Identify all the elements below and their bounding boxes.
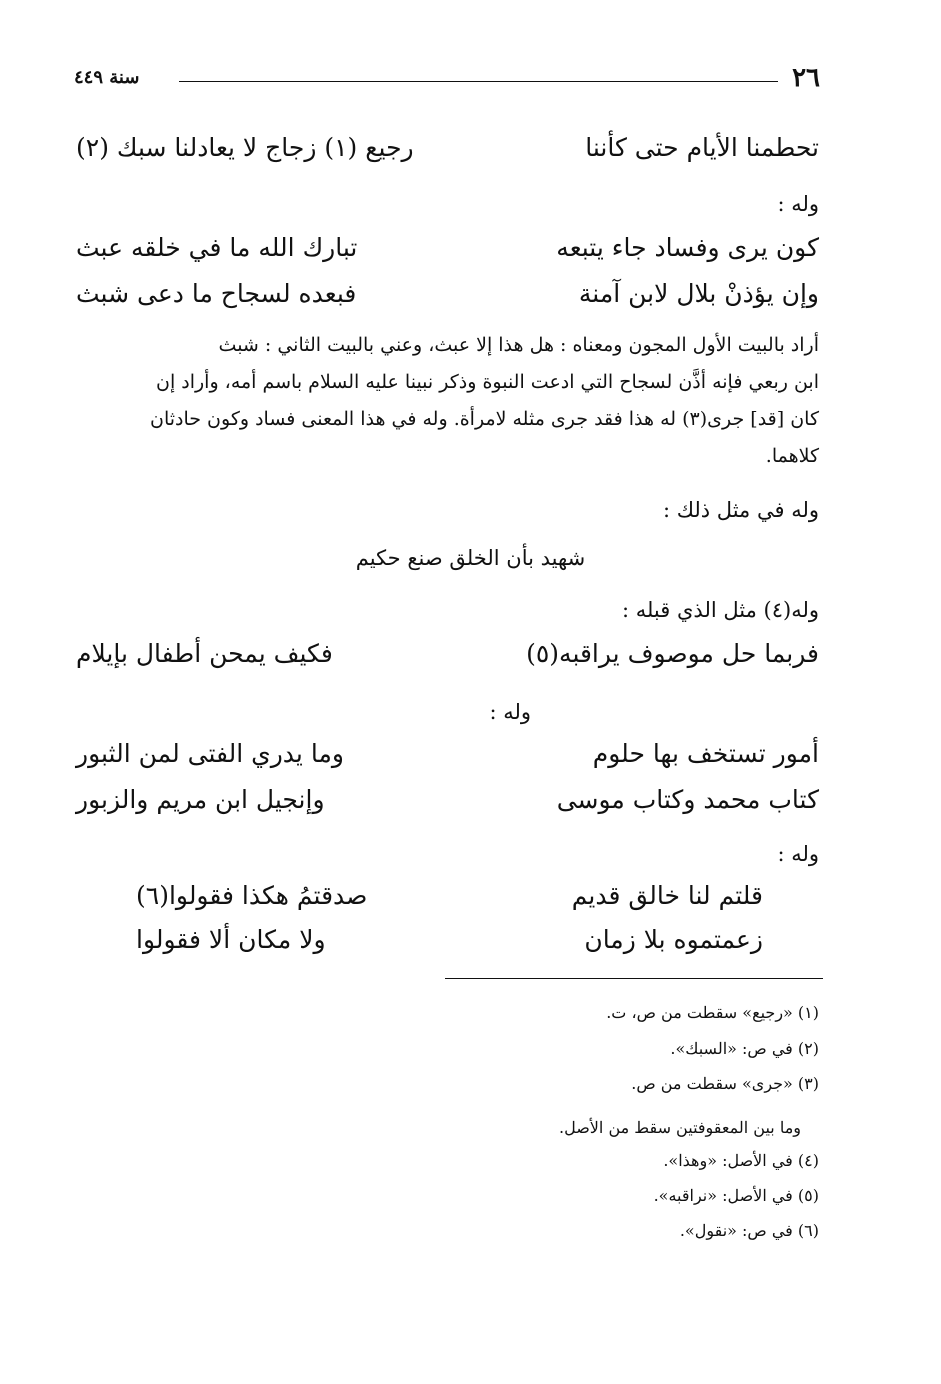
footnote-5: (٥) في الأصل: «نراقبه». — [653, 1186, 819, 1205]
prose-line-2: ابن ربعي فإنه أذَّن لسجاح التي ادعت النبوة وذكر نبينا عليه السلام باسم أمه، وأراد إن — [156, 371, 819, 393]
footnote-4: (٤) في الأصل: «وهذا». — [663, 1151, 819, 1170]
verse-2a-left-hemistich: تبارك الله ما في خلقه عبث — [76, 233, 358, 262]
poem-label: وله : — [489, 700, 531, 724]
verse-2a-right-hemistich: كون يرى وفساد جاء يتبعه — [556, 233, 819, 262]
prose-line-4: كلاهما. — [765, 445, 819, 467]
verse-4b-right-hemistich: كتاب محمد وكتاب موسى — [556, 785, 819, 814]
verse-4b-left-hemistich: وإنجيل ابن مريم والزبور — [76, 785, 325, 814]
header-rule — [179, 81, 778, 82]
verse-3-left-hemistich: فكيف يمحن أطفال بإيلام — [76, 639, 333, 668]
verse-1-right-hemistich: تحطمنا الأيام حتى كأننا — [585, 133, 819, 162]
verse-2b-left-hemistich: فبعده لسجاح ما دعى شبث — [76, 279, 357, 308]
verse-4a-right-hemistich: أمور تستخف بها حلوم — [592, 739, 819, 768]
page-header — [74, 62, 820, 94]
footnote-2: (٢) في ص: «السبك». — [670, 1039, 819, 1058]
poem-label: وله(٤) مثل الذي قبله : — [621, 598, 819, 622]
prose-line-3: كان [قد] جرى(٣) له هذا فقد جرى مثله لامرأة. وله في هذا المعنى فساد وكون حادثان — [149, 408, 819, 430]
footnote-rule — [445, 978, 823, 979]
footnote-1: (١) «رجيع» سقطت من ص، ت. — [606, 1003, 819, 1022]
verse-2b-right-hemistich: وإن يؤذنْ بلال لابن آمنة — [578, 279, 819, 308]
verse-1-left-hemistich: رجيع (١) زجاج لا يعادلنا سبك (٢) — [76, 133, 414, 162]
prose-line-1: أراد بالبيت الأول المجون ومعناه : هل هذا إلا عبث، وعني بالبيت الثاني : شبث — [218, 334, 819, 356]
footnote-6: (٦) في ص: «نقول». — [679, 1221, 819, 1240]
page-number: ٢٦ — [792, 63, 820, 93]
verse-5a-right-hemistich: قلتم لنا خالق قديم — [571, 881, 763, 910]
centered-hemistich: شهيد بأن الخلق صنع حكيم — [355, 546, 586, 570]
verse-5b-left-hemistich: ولا مكان ألا فقولوا — [136, 925, 326, 954]
verse-5b-right-hemistich: زعمتموه بلا زمان — [584, 925, 763, 954]
header-year: سنة ٤٤٩ — [74, 67, 140, 88]
poem-label: وله : — [777, 842, 819, 866]
verse-3-right-hemistich: فربما حل موصوف يراقبه(٥) — [526, 639, 819, 668]
footnote-3: (٣) «جرى» سقطت من ص. — [631, 1074, 819, 1093]
footnote-3-continuation: وما بين المعقوفتين سقط من الأصل. — [559, 1118, 801, 1137]
poem-label: وله : — [777, 192, 819, 216]
verse-4a-left-hemistich: وما يدري الفتى لمن الثبور — [76, 739, 344, 768]
verse-5a-left-hemistich: صدقتمُ هكذا فقولوا(٦) — [136, 881, 368, 910]
poem-label: وله في مثل ذلك : — [662, 498, 819, 522]
